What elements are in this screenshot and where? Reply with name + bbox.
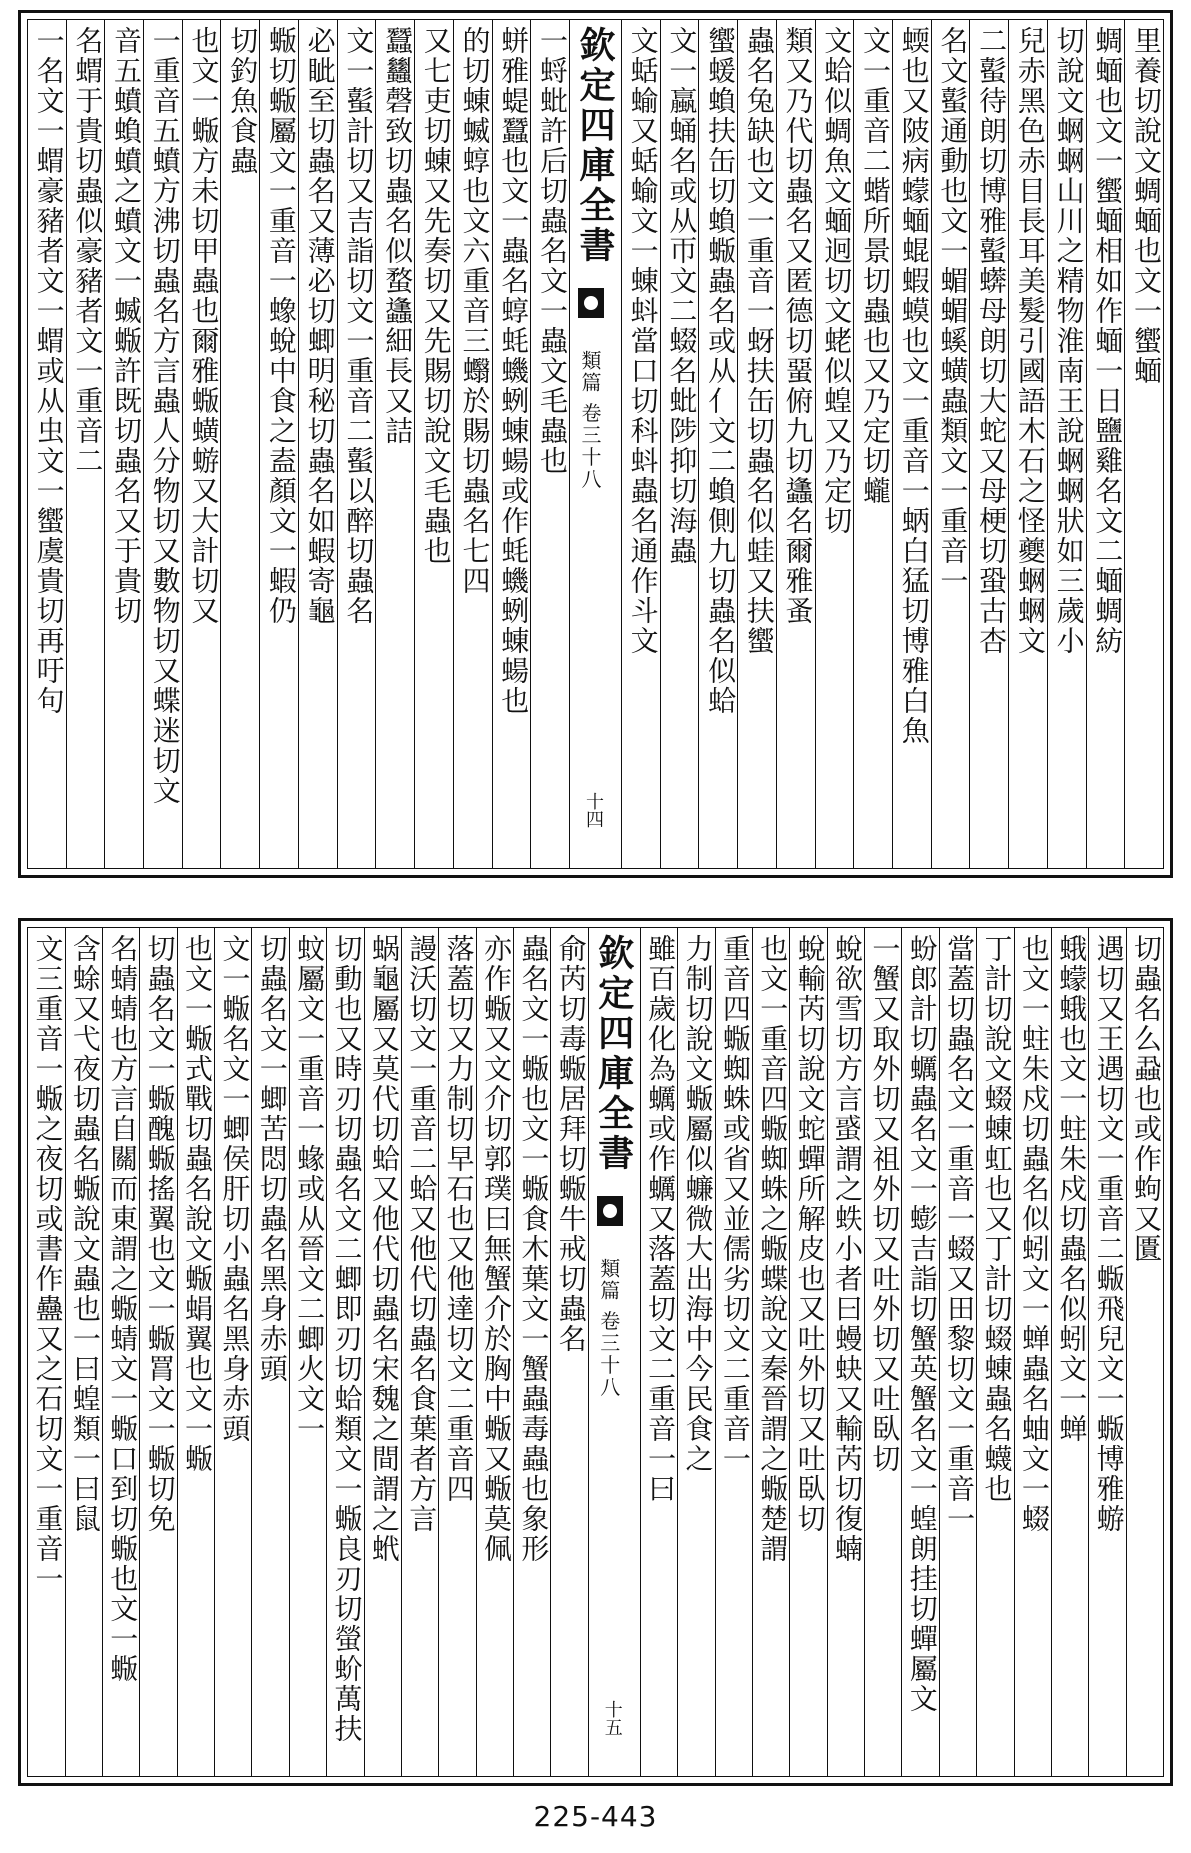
top-text-column: 類又乃代切蟲名又匿德切蝁俯九切蠭名爾雅蚤 [776, 20, 815, 868]
bottom-text-column: 落蓋切又力制切早石也又他達切文二重音四 [438, 928, 475, 1776]
page-footer-number: 225-443 [533, 1800, 658, 1833]
bottom-text-column: 切蟲名文一蝂醜蝂搖翼也文一蝂罥文一蝂切免 [139, 928, 176, 1776]
top-text-column: 切說文蛧蛧山川之精物淮南王說蛧蛧狀如三歲小 [1047, 20, 1086, 868]
bottom-text-column: 含蜍又弋夜切蟲名蝂說文蟲也一曰蝗類一曰鼠 [65, 928, 102, 1776]
top-page-half [18, 10, 1173, 878]
bottom-text-column: 重音四蝂蜘蛛或省又並儒劣切文二重音一 [715, 928, 752, 1776]
bottom-text-column: 切動也又時刃切蟲名文二蝍即刃切蛤類文一蝂良刃切螢蚧萬扶 [326, 928, 363, 1776]
top-text-column: 的切蝀蝛蜳也文六重音三蠮於賜切蟲名七四 [453, 20, 492, 868]
bottom-text-column: 亦作蝂又文介切郭璞曰無蟹介於胸中蝂又蝂莫佩 [476, 928, 513, 1776]
fish-tail-mark-icon [578, 288, 604, 318]
top-text-column: 蠶蠿磬致切蟲名似蝥蠭細長又詰 [375, 20, 414, 868]
top-text-column: 文蛞蝓又蛞蝓文一蝀蚪當口切科蚪蟲名通作斗文 [621, 20, 660, 868]
bottom-text-column: 也文一重音四蝂蜘蛛之蝂蝶說文秦晉謂之蝂楚謂 [752, 928, 789, 1776]
top-text-column: 里養切說文蜩蝒也文一蠁蝒 [1124, 20, 1163, 868]
top-spine [569, 20, 621, 868]
bottom-text-column: 切蟲名文一蝍苦悶切蟲名黑身赤頭 [251, 928, 288, 1776]
bottom-text-column: 切蟲名么蝨也或作蚼又匱 [1126, 928, 1163, 1776]
bottom-text-column: 蜗龜屬又莫代切蛤又他代切蟲名宋魏之間謂之蚮 [364, 928, 401, 1776]
bottom-text-column: 蚊屬文一重音一蝝或从晉文二蝍火文一 [289, 928, 326, 1776]
top-text-column: 音五蟦蝜蟦之蟦文一蝛蝂許既切蟲名又于貴切 [104, 20, 143, 868]
bottom-text-column: 力制切說文蝂屬似蠊微大出海中今民食之 [677, 928, 714, 1776]
top-text-column: 蜩蝒也文一蠁蝒相如作蝒一日鹽雞名文二蝒蜩紡 [1086, 20, 1125, 868]
top-text-column: 文一重音二蝔所景切蟲也又乃定切蠬 [853, 20, 892, 868]
top-spine-volume: 類篇 卷三十八 [577, 350, 602, 491]
top-inner-frame [27, 19, 1164, 869]
bottom-text-column: 俞芮切毒蝂居拜切蝂牛戒切蟲名 [550, 928, 587, 1776]
top-text-column: 一蛶蚍許后切蟲名文一蟲文毛蟲也 [530, 20, 569, 868]
top-columns [28, 20, 1163, 868]
bottom-text-column: 蟲名文一蝂也文一蝂食木葉文一蟹蟲毒蟲也象形 [513, 928, 550, 1776]
top-text-column: 名蝟于貴切蟲似豪豬者文一重音二 [66, 20, 105, 868]
bottom-columns [28, 928, 1163, 1776]
top-text-column: 一名文一蝟豪豬者文一蝟或从虫文一蠁虞貴切再吁句 [32, 26, 66, 716]
bottom-text-column: 蛻輸芮切說文蛇蟬所解皮也又吐外切又吐臥切 [789, 928, 826, 1776]
bottom-text-column: 一蟹又取外切又祖外切又吐外切又吐臥切 [864, 928, 901, 1776]
bottom-inner-frame [27, 927, 1164, 1777]
top-text-column: 蝡也又陂病蠓蝒蜫蝦蟆也文一重音一蛃白猛切博雅白魚 [892, 20, 931, 868]
bottom-text-column: 雖百歲化為蠣或作蠣又落蓋切文二重音一曰 [640, 928, 677, 1776]
top-text-column: 名文蟚通動也文一蝞蝞螇蟥蟲類文一重音一 [931, 20, 970, 868]
bottom-text-column: 蛻欲雪切方言𧌒謂之蛈小者曰蟃蚗又輸芮切復蝻 [827, 928, 864, 1776]
bottom-text-column: 名蜻蜻也方言自關而東謂之蝂蜻文一蝂口到切蝂也文一蝂 [102, 928, 139, 1776]
top-text-column: 也文一蝂方未切甲蟲也爾雅蝂蟥蝣又大計切又 [182, 20, 221, 868]
bottom-spine-title: 欽定四庫全書 [592, 934, 635, 1174]
top-text-column: 又七吏切蝀又先奏切又先賜切說文毛蟲也 [414, 20, 453, 868]
bottom-text-column: 謾沃切文一重音二蛤又他代切蟲名食葉者方言 [401, 928, 438, 1776]
top-text-column: 蟲名兔缺也文一重音一蚜扶缶切蟲名似蛙又扶蠁 [737, 20, 776, 868]
top-text-column: 兒赤黑色赤目長耳美髮引國語木石之怪夔蛧蛧文 [1008, 20, 1047, 868]
top-text-column: 文一蠃蛹名或从帀文二蝃名蚍陟抑切海蟲 [660, 20, 699, 868]
top-text-column: 二蟚待朗切博雅蟚蠎母朗切大蛇又母梗切蛩古杏 [969, 20, 1008, 868]
bottom-page-half [18, 918, 1173, 1786]
top-text-column: 一重音五蟦方沸切蟲名方言蟲人分物切又數物切又蝶迷切文 [143, 20, 182, 868]
bottom-text-column: 文三重音一蝂之夜切或書作蠱又之石切文一重音一 [31, 934, 65, 1594]
top-text-column: 蠁蝯蝜扶缶切蝜蝂蟲名或从亻文二蝜側九切蟲名似蛤 [698, 20, 737, 868]
top-text-column: 文一蟚計切又吉詣切文一重音二蟚以醉切蟲名 [337, 20, 376, 868]
top-spine-title: 欽定四庫全書 [573, 26, 616, 266]
top-text-column: 文蛤似蜩魚文蝒迥切文蛯似蝗又乃定切 [815, 20, 854, 868]
bottom-spine-volume: 類篇 卷三十八 [596, 1258, 621, 1399]
bottom-text-column: 丁計切說文蝃蝀虹也又丁計切蝃蝀蟲名蠛也 [976, 928, 1013, 1776]
bottom-text-column: 當蓋切蟲名文一重音一蝃又田黎切文一重音一 [939, 928, 976, 1776]
bottom-text-column: 蚡郎計切蠣蟲名文一蟛吉詣切蟹英蟹名文一蝗朗挂切蟬屬文 [901, 928, 938, 1776]
bottom-text-column: 也文一蝂式戰切蟲名說文蝂蜎翼也文一蝂 [177, 928, 214, 1776]
bottom-text-column: 遇切又王遇切文一重音二蝂飛兒文一蝂博雅蝣 [1088, 928, 1125, 1776]
bottom-spine-page: 十五 [601, 1700, 623, 1736]
top-text-column: 蛢雅蝭蠶也文一蟲名蜳蚝蟣蛚蝀蝪或作蚝蟣蛚蝀蝪也 [492, 20, 531, 868]
top-text-column: 必眦至切蟲名又薄必切蝍明秘切蟲名如蝦寄龜 [298, 20, 337, 868]
top-spine-page: 十四 [582, 792, 604, 828]
fish-tail-mark-icon [597, 1196, 623, 1226]
bottom-text-column: 也文一蛀朱戍切蟲名似蚓文一蝉蟲名蚰文一蝃 [1014, 928, 1051, 1776]
top-text-column: 切釣魚食蟲 [220, 20, 259, 868]
top-text-column: 蝂切蝂屬文一重音一蟓蛻中食之盍顏文一蝦仍 [259, 20, 298, 868]
bottom-text-column: 蛾蠓蛾也文一蛀朱戍切蟲名似蚓文一蝉 [1051, 928, 1088, 1776]
bottom-text-column: 文一蝂名文一蝍侯肝切小蟲名黑身赤頭 [214, 928, 251, 1776]
bottom-spine [588, 928, 640, 1776]
